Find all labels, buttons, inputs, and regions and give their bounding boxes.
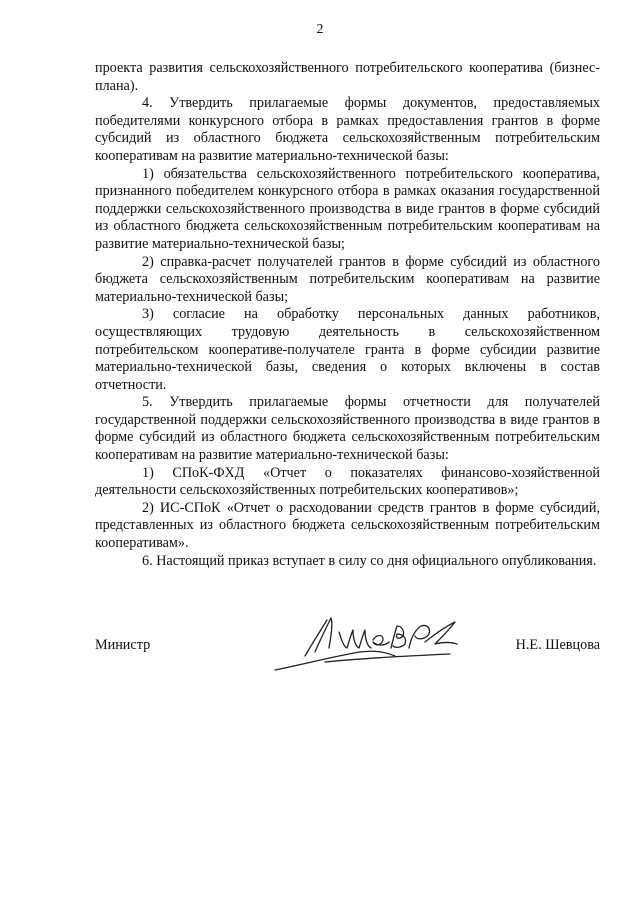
signature-block (95, 612, 600, 682)
paragraph-6: 5. Утвердить прилагаемые формы отчетности для получателей государственной поддержки сельскохозяйственного производства в виде грантов в форме субсидий из областного бюджета сельскохозяйственным потребительским кооперативам на развитие материально-технической базы: (95, 394, 600, 464)
paragraph-4: 2) справка-расчет получателей грантов в форме субсидий из областного бюджета сельскохозяйственным потребительским кооперативам на развитие материально-технической базы; (95, 253, 600, 305)
paragraph-3: 1) обязательства сельскохозяйственного потребительского кооператива, признанного победителем конкурсного отбора в рамках оказания государственной поддержки сельскохозяйственного производства в виде грантов в форме субсидий из областного бюджета сельскохозяйственным потребительским кооперативам на развитие материально-технической базы; (95, 165, 600, 252)
document-body (95, 60, 600, 570)
paragraph-7: 1) СПоК-ФХД «Отчет о показателях финансово-хозяйственной деятельности сельскохозяйственных потребительских кооперативов»; (95, 464, 600, 499)
paragraph-1: проекта развития сельскохозяйственного потребительского кооператива (бизнес-плана). (95, 60, 600, 94)
paragraph-9: 6. Настоящий приказ вступает в силу со дня официального опубликования. (142, 552, 597, 569)
paragraph-2: 4. Утвердить прилагаемые формы документов, предоставляемых победителями конкурсного отбора в рамках предоставления грантов в форме субсидий из областного бюджета сельскохозяйственным потребительским кооперативам на развитие материально-технической базы: (95, 95, 600, 164)
signer-title: Министр (95, 637, 151, 653)
paragraph-8: 2) ИС-СПоК «Отчет о расходовании средств грантов в форме субсидий, представленных из областного бюджета сельскохозяйственным потребительским кооперативам». (95, 499, 600, 552)
page-number: 2 (316, 22, 324, 37)
signer-name: Н.Е. Шевцова (515, 637, 600, 653)
paragraph-5: 3) согласие на обработку персональных данных работников, осуществляющих трудовую деятельность в сельскохозяйственном потребительском кооперативе-получателе гранта в форме субсидии развитие материально-технической базы, сведения о которых включены в состав отчетности. (95, 306, 600, 393)
handwritten-signature (265, 612, 465, 678)
